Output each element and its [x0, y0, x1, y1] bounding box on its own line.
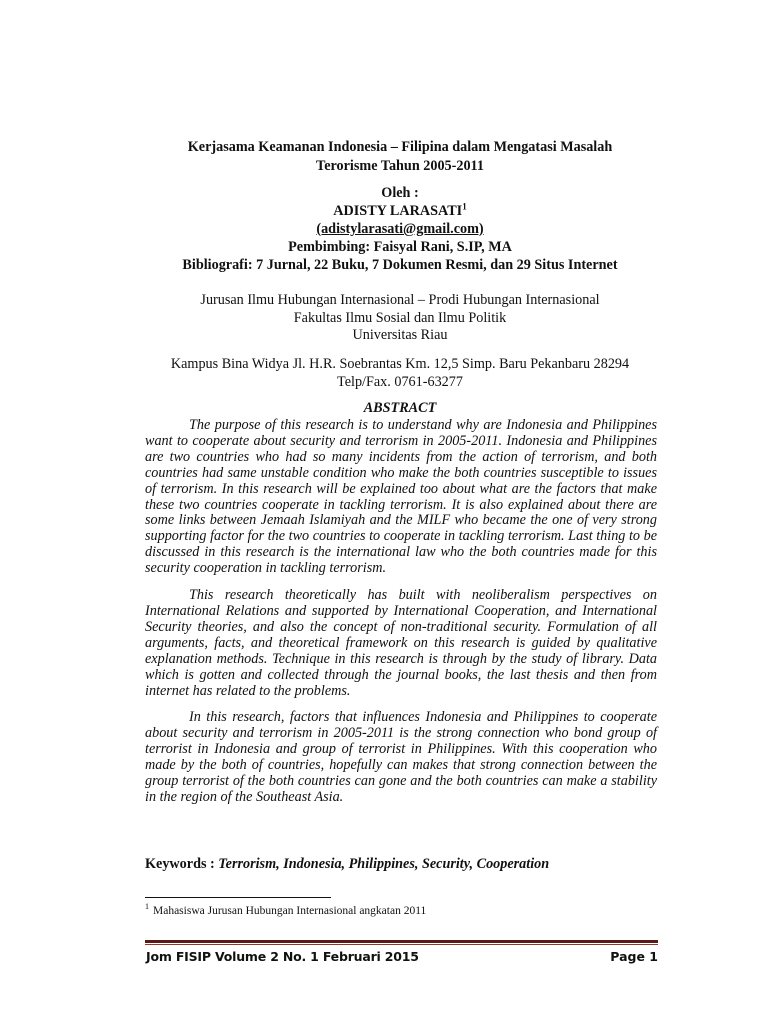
author-name: ADISTY LARASATI: [333, 203, 463, 219]
faculty: Fakultas Ilmu Sosial dan Ilmu Politik: [293, 309, 507, 326]
address: [100, 356, 700, 391]
abstract-paragraph-1: The purpose of this research is to understand why are Indonesia and Philippines want to cooperate about security and terrorism in 2005-2011. Indonesia and Philippines are two countries who had so many incidents from the action of terrorism, and both countries had same unstable condition who make the both countries susceptible to issues of terrorism. In this research will be explained too about what are the factors that make these two countries cooperate in tackling terrorism. It is also explained about there are some links between Jemaah Islamiyah and the MILF who became the one of very strong supporting factor for the two countries to cooperate in tackling terrorism. Last thing to be discussed in this research is the international law who the both countries made for this security cooperation in tackling terrorism.: [145, 417, 657, 577]
abstract-paragraph-3: In this research, factors that influences Indonesia and Philippines to cooperate about security and terrorism in 2005-2011 is the strong connection who bond group of terrorist in Indonesia and group of terrorist in Philippines. With this cooperation who made by the both of countries, hopefully can makes that strong connection between the group terrorist of the both countries can gone and the both countries can make a stability in the region of the Southeast Asia.: [145, 709, 657, 805]
advisor: Pembimbing: Faisyal Rani, S.IP, MA: [288, 239, 512, 255]
footer-rule: [145, 940, 658, 943]
by-label: Oleh :: [381, 185, 419, 201]
department: Jurusan Ilmu Hubungan Internasional – Prodi Hubungan Internasional: [200, 292, 600, 308]
bibliography-summary: Bibliografi: 7 Jurnal, 22 Buku, 7 Dokumen Resmi, dan 29 Situs Internet: [182, 257, 618, 273]
author-email[interactable]: (adistylarasati@gmail.com): [316, 221, 484, 237]
title-line-2: Terorisme Tahun 2005-2011: [316, 158, 484, 174]
university: Universitas Riau: [352, 327, 448, 343]
author-footnote-marker[interactable]: 1: [462, 201, 467, 212]
title-line-1: Kerjasama Keamanan Indonesia – Filipina dalam Mengatasi Masalah: [187, 139, 613, 155]
affiliation: [100, 292, 700, 345]
footnote-divider: [145, 897, 331, 898]
footnote-marker: 1: [145, 902, 149, 912]
keywords-label: Keywords :: [145, 856, 219, 872]
footer-page-number: Page 1: [610, 949, 658, 964]
abstract-body: [145, 418, 657, 817]
keywords: [145, 856, 665, 873]
abstract-heading: ABSTRACT: [363, 400, 437, 416]
author-block: [100, 184, 700, 274]
footer-journal: Jom FISIP Volume 2 No. 1 Februari 2015: [146, 949, 419, 964]
phone-fax: Telp/Fax. 0761-63277: [337, 373, 463, 390]
street-address: Kampus Bina Widya Jl. H.R. Soebrantas Km. 12,5 Simp. Baru Pekanbaru 28294: [170, 356, 630, 372]
keywords-values: Terrorism, Indonesia, Philippines, Security, Cooperation: [218, 856, 550, 872]
abstract-paragraph-2: This research theoretically has built with neoliberalism perspectives on International Relations and supported by International Cooperation, and International Security theories, and also the concept of non-traditional security. Formulation of all arguments, facts, and theoretical framework on this research is guided by qualitative explanation methods. Technique in this research is through by the study of library. Data which is gotten and collected through the journal books, the last thesis and then from internet has related to the problems.: [145, 587, 657, 699]
paper-title: [140, 138, 660, 176]
footnote: [145, 902, 665, 917]
footer-rule-thin: [145, 944, 658, 945]
footnote-text: Mahasiswa Jurusan Hubungan Internasional angkatan 2011: [153, 905, 427, 917]
author-line: [100, 202, 700, 220]
